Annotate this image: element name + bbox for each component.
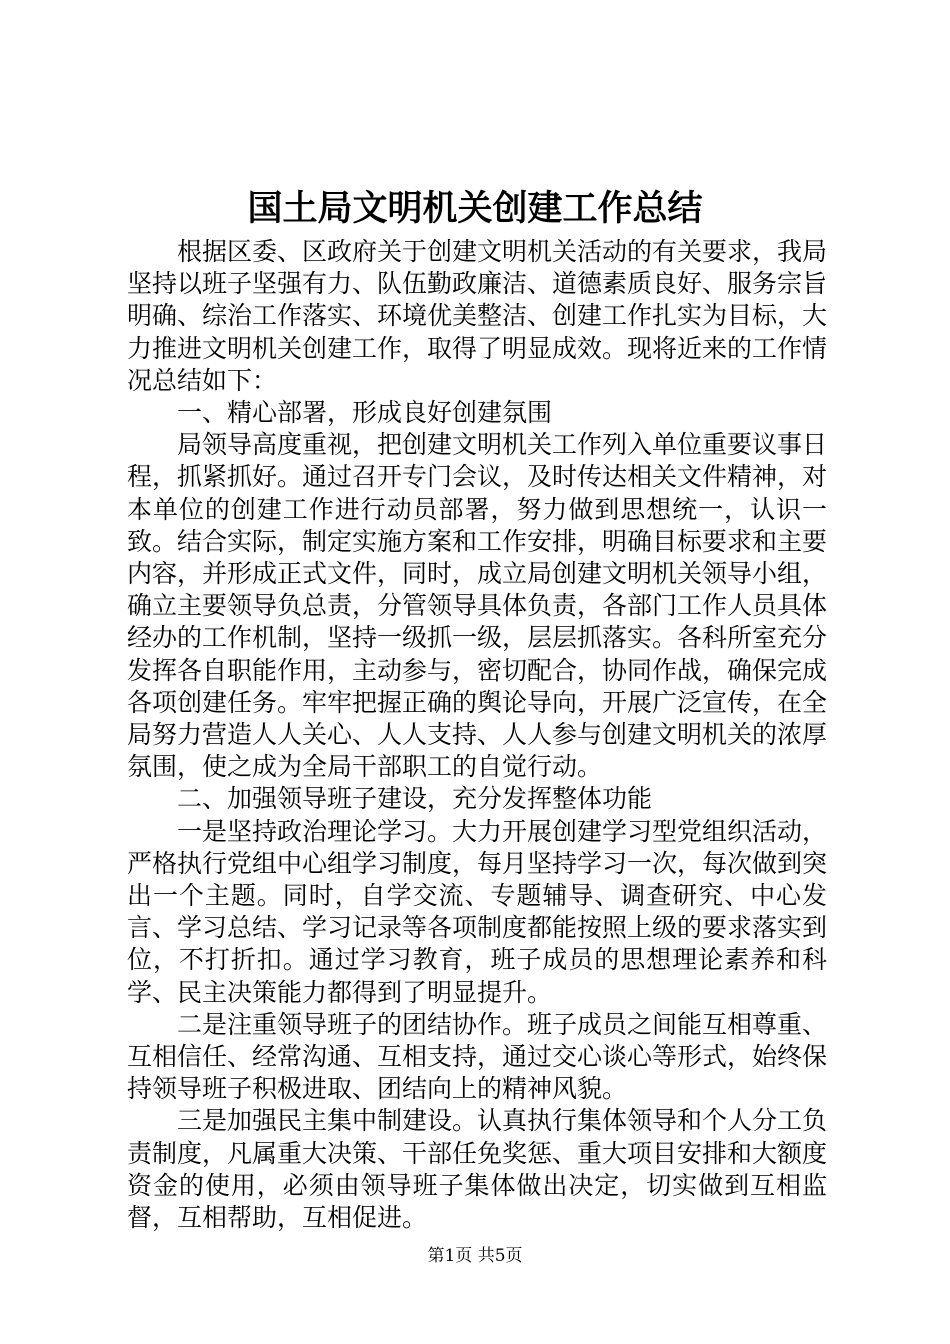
page-title: 国土局文明机关创建工作总结 bbox=[247, 188, 703, 229]
section-2-paragraph-3: 三是加强民主集中制建设。认真执行集体领导和个人分工负责制度，凡属重大决策、干部任免奖惩、重大项目安排和大额度资金的使用，必须由领导班子集体做出决定，切实做到互相监督，互相帮助，互相促进。 bbox=[127, 1106, 828, 1233]
page-footer: 第1页 共5页 bbox=[427, 1246, 523, 1266]
section-2-paragraph-2: 二是注重领导班子的团结协作。班子成员之间能互相尊重、互相信任、经常沟通、互相支持，通过交心谈心等形式，始终保持领导班子积极进取、团结向上的精神风貌。 bbox=[127, 1009, 828, 1104]
intro-paragraph: 根据区委、区政府关于创建文明机关活动的有关要求，我局坚持以班子坚强有力、队伍勤政廉洁、道德素质良好、服务宗旨明确、综治工作落实、环境优美整洁、创建工作扎实为目标，大力推进文明机关创建工作，取得了明显成效。现将近来的工作情况总结如下： bbox=[127, 237, 828, 395]
section-2-paragraph-1: 一是坚持政治理论学习。大力开展创建学习型党组织活动，严格执行党组中心组学习制度，每月坚持学习一次，每次做到突出一个主题。同时，自学交流、专题辅导、调查研究、中心发言、学习总结、学习记录等各项制度都能按照上级的要求落实到位，不打折扣。通过学习教育，班子成员的思想理论素养和科学、民主决策能力都得到了明显提升。 bbox=[127, 816, 828, 1007]
section-heading-2: 二、加强领导班子建设，充分发挥整体功能 bbox=[177, 784, 653, 814]
section-heading-1: 一、精心部署，形成良好创建氛围 bbox=[177, 398, 553, 428]
section-1-paragraph: 局领导高度重视，把创建文明机关工作列入单位重要议事日程，抓紧抓好。通过召开专门会议，及时传达相关文件精神，对本单位的创建工作进行动员部署，努力做到思想统一，认识一致。结合实际，制定实施方案和工作安排，明确目标要求和主要内容，并形成正式文件，同时，成立局创建文明机关领导小组，确立主要领导负总责，分管领导具体负责，各部门工作人员具体经办的工作机制，坚持一级抓一级，层层抓落实。各科所室充分发挥各自职能作用，主动参与，密切配合，协同作战，确保完成各项创建任务。牢牢把握正确的舆论导向，开展广泛宣传，在全局努力营造人人关心、人人支持、人人参与创建文明机关的浓厚氛围，使之成为全局干部职工的自觉行动。 bbox=[127, 430, 828, 782]
document-body bbox=[127, 236, 827, 1234]
